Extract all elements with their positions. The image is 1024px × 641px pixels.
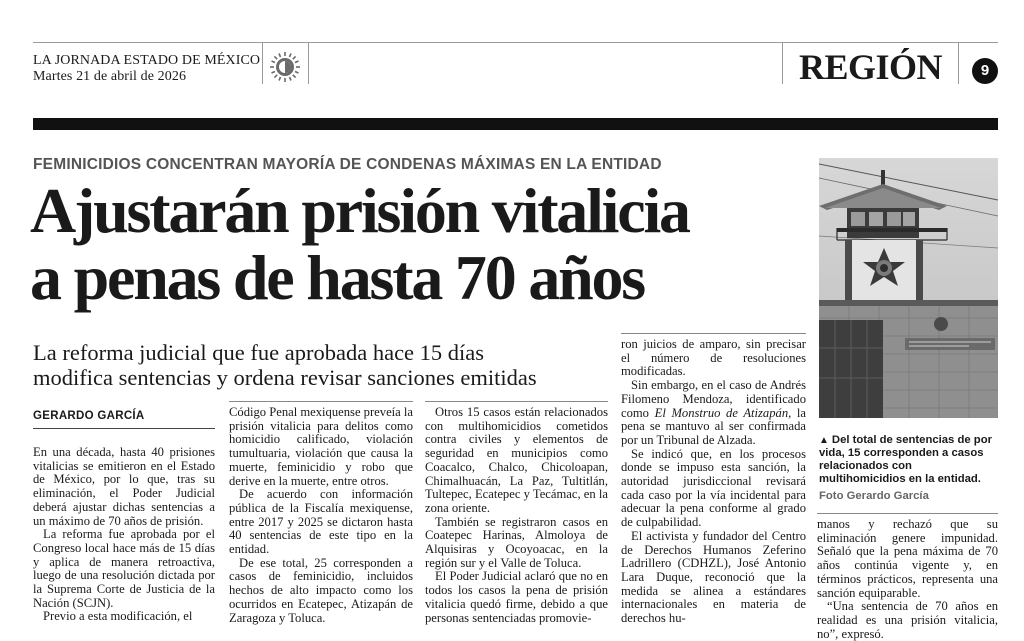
paragraph: La reforma fue aprobada por el Congreso local hace más de 15 días y aplica de manera retroactiva, luego de una resolución dictada por la Suprema Corte de Justicia de la Nación (SCJN). — [33, 527, 215, 610]
publication-name: LA JORNADA ESTADO DE MÉXICO — [33, 53, 261, 68]
text-run: , la pena se mantuvo al ser confirmada por un Tribunal de Alzada. — [621, 405, 806, 447]
column-3-top-rule — [425, 401, 608, 402]
article-column-2 — [229, 406, 413, 625]
headline-line-2: a penas de hasta 70 años — [30, 242, 645, 313]
nickname-italic: El Monstruo de Atizapán — [654, 405, 789, 420]
header-divider-page — [958, 42, 959, 84]
article-byline: GERARDO GARCÍA — [33, 410, 145, 422]
photo-caption — [819, 434, 1000, 486]
paragraph: El Poder Judicial aclaró que no en todos los casos la pena de prisión vitalicia quedó firme, debido a que personas sentenciadas promovie- — [425, 569, 608, 625]
article-column-4 — [621, 338, 806, 626]
paragraph: Código Penal mexiquense preveía la prisión vitalicia para delitos como homicidio calificado, violación tumultuaria, violación que causa la muerte, feminicidio y robo que derive en la muerte, entre otros. — [229, 405, 413, 488]
publication-date: Martes 21 de abril de 2026 — [33, 69, 187, 84]
paragraph: Previo a esta modificación, el — [43, 609, 193, 624]
section-title: REGIÓN — [798, 47, 942, 87]
paragraph: “Una sentencia de 70 años en realidad es una prisión vitalicia, no”, expresó. — [817, 599, 998, 641]
paragraph: Se indicó que, en los procesos donde se impuso esta sanción, la autoridad jurisdiccional revisará cada caso por la vía incidental para adecuar la pena conforme al grado de culpabilidad. — [621, 446, 806, 530]
header-top-rule — [33, 42, 998, 43]
article-dek — [33, 340, 613, 390]
article-column-5 — [817, 518, 998, 641]
caption-text: Del total de sentencias de por vida, 15 corresponden a casos relacionados con multihomicidios en la entidad. — [819, 434, 992, 485]
paragraph — [621, 379, 806, 448]
article-column-3 — [425, 406, 608, 625]
article-headline — [30, 177, 810, 311]
paragraph: ron juicios de amparo, sin precisar el número de resoluciones modificadas. — [621, 337, 806, 379]
triangle-up-icon: ▲ — [819, 435, 829, 446]
article-column-1 — [33, 446, 215, 624]
sun-logo-icon — [268, 50, 302, 84]
byline-rule — [33, 428, 215, 429]
page-number-badge: 9 — [972, 58, 998, 84]
dek-line-2: modifica sentencias y ordena revisar sanciones emitidas — [33, 365, 537, 390]
headline-line-1: Ajustarán prisión vitalicia — [30, 175, 689, 246]
header-divider-left — [262, 42, 263, 84]
paragraph: También se registraron casos en Coatepec Harinas, Almoloya de Alquisiras y Ocoyoacac, en la región sur y el Valle de Toluca. — [425, 514, 608, 570]
column-5-top-rule — [817, 513, 998, 514]
paragraph: De acuerdo con información pública de la Fiscalía mexiquense, entre 2017 y 2025 se dictaron hasta 40 sentencias de este tipo en la entidad. — [229, 487, 413, 557]
paragraph: Otros 15 casos están relacionados con multihomicidios cometidos contra civiles y elementos de seguridad en municipios como Coacalco, Chalco, Chicoloapan, Chimalhuacán, La Paz, Tultitlán, Tultepec, Ecatepec y Tecámac, en la zona oriente. — [425, 405, 608, 515]
prison-tower-photo — [819, 158, 998, 418]
column-4-top-rule — [621, 333, 806, 334]
publication-header — [33, 53, 260, 85]
paragraph: En una década, hasta 40 prisiones vitalicias se emitieron en el Estado de México, por lo que, tras su eliminación, el Poder Judicial deberá ajustar dichas sentencias a un máximo de 70 años de prisión. — [33, 445, 215, 528]
column-2-top-rule — [229, 401, 413, 402]
article-kicker: FEMINICIDIOS CONCENTRAN MAYORÍA DE CONDENAS MÁXIMAS EN LA ENTIDAD — [33, 156, 662, 173]
header-divider-logo — [308, 42, 309, 84]
header-thick-rule — [33, 118, 998, 130]
paragraph: manos y rechazó que su eliminación genere impunidad. Señaló que la pena máxima de 70 años continúa vigente y, en términos prácticos, representa una sanción equiparable. — [817, 517, 998, 600]
photo-credit: Foto Gerardo García — [819, 490, 929, 502]
text-run: Sin embargo, en el caso de Andrés Filomeno Mendoza, identificado como — [621, 378, 806, 420]
header-divider-section — [782, 42, 783, 84]
paragraph: De ese total, 25 corresponden a casos de feminicidio, incluidos hechos de alto impacto como los ocurridos en Ecatepec, Atizapán de Zaragoza y Toluca. — [229, 555, 413, 625]
dek-line-1: La reforma judicial que fue aprobada hace 15 días — [33, 340, 485, 365]
paragraph: El activista y fundador del Centro de Derechos Humanos Zeferino Ladrillero (CDHZL), José Antonio Lara Duque, reconoció que la medida se alinea a estándares internacionales en materia de derechos hu- — [621, 528, 806, 626]
